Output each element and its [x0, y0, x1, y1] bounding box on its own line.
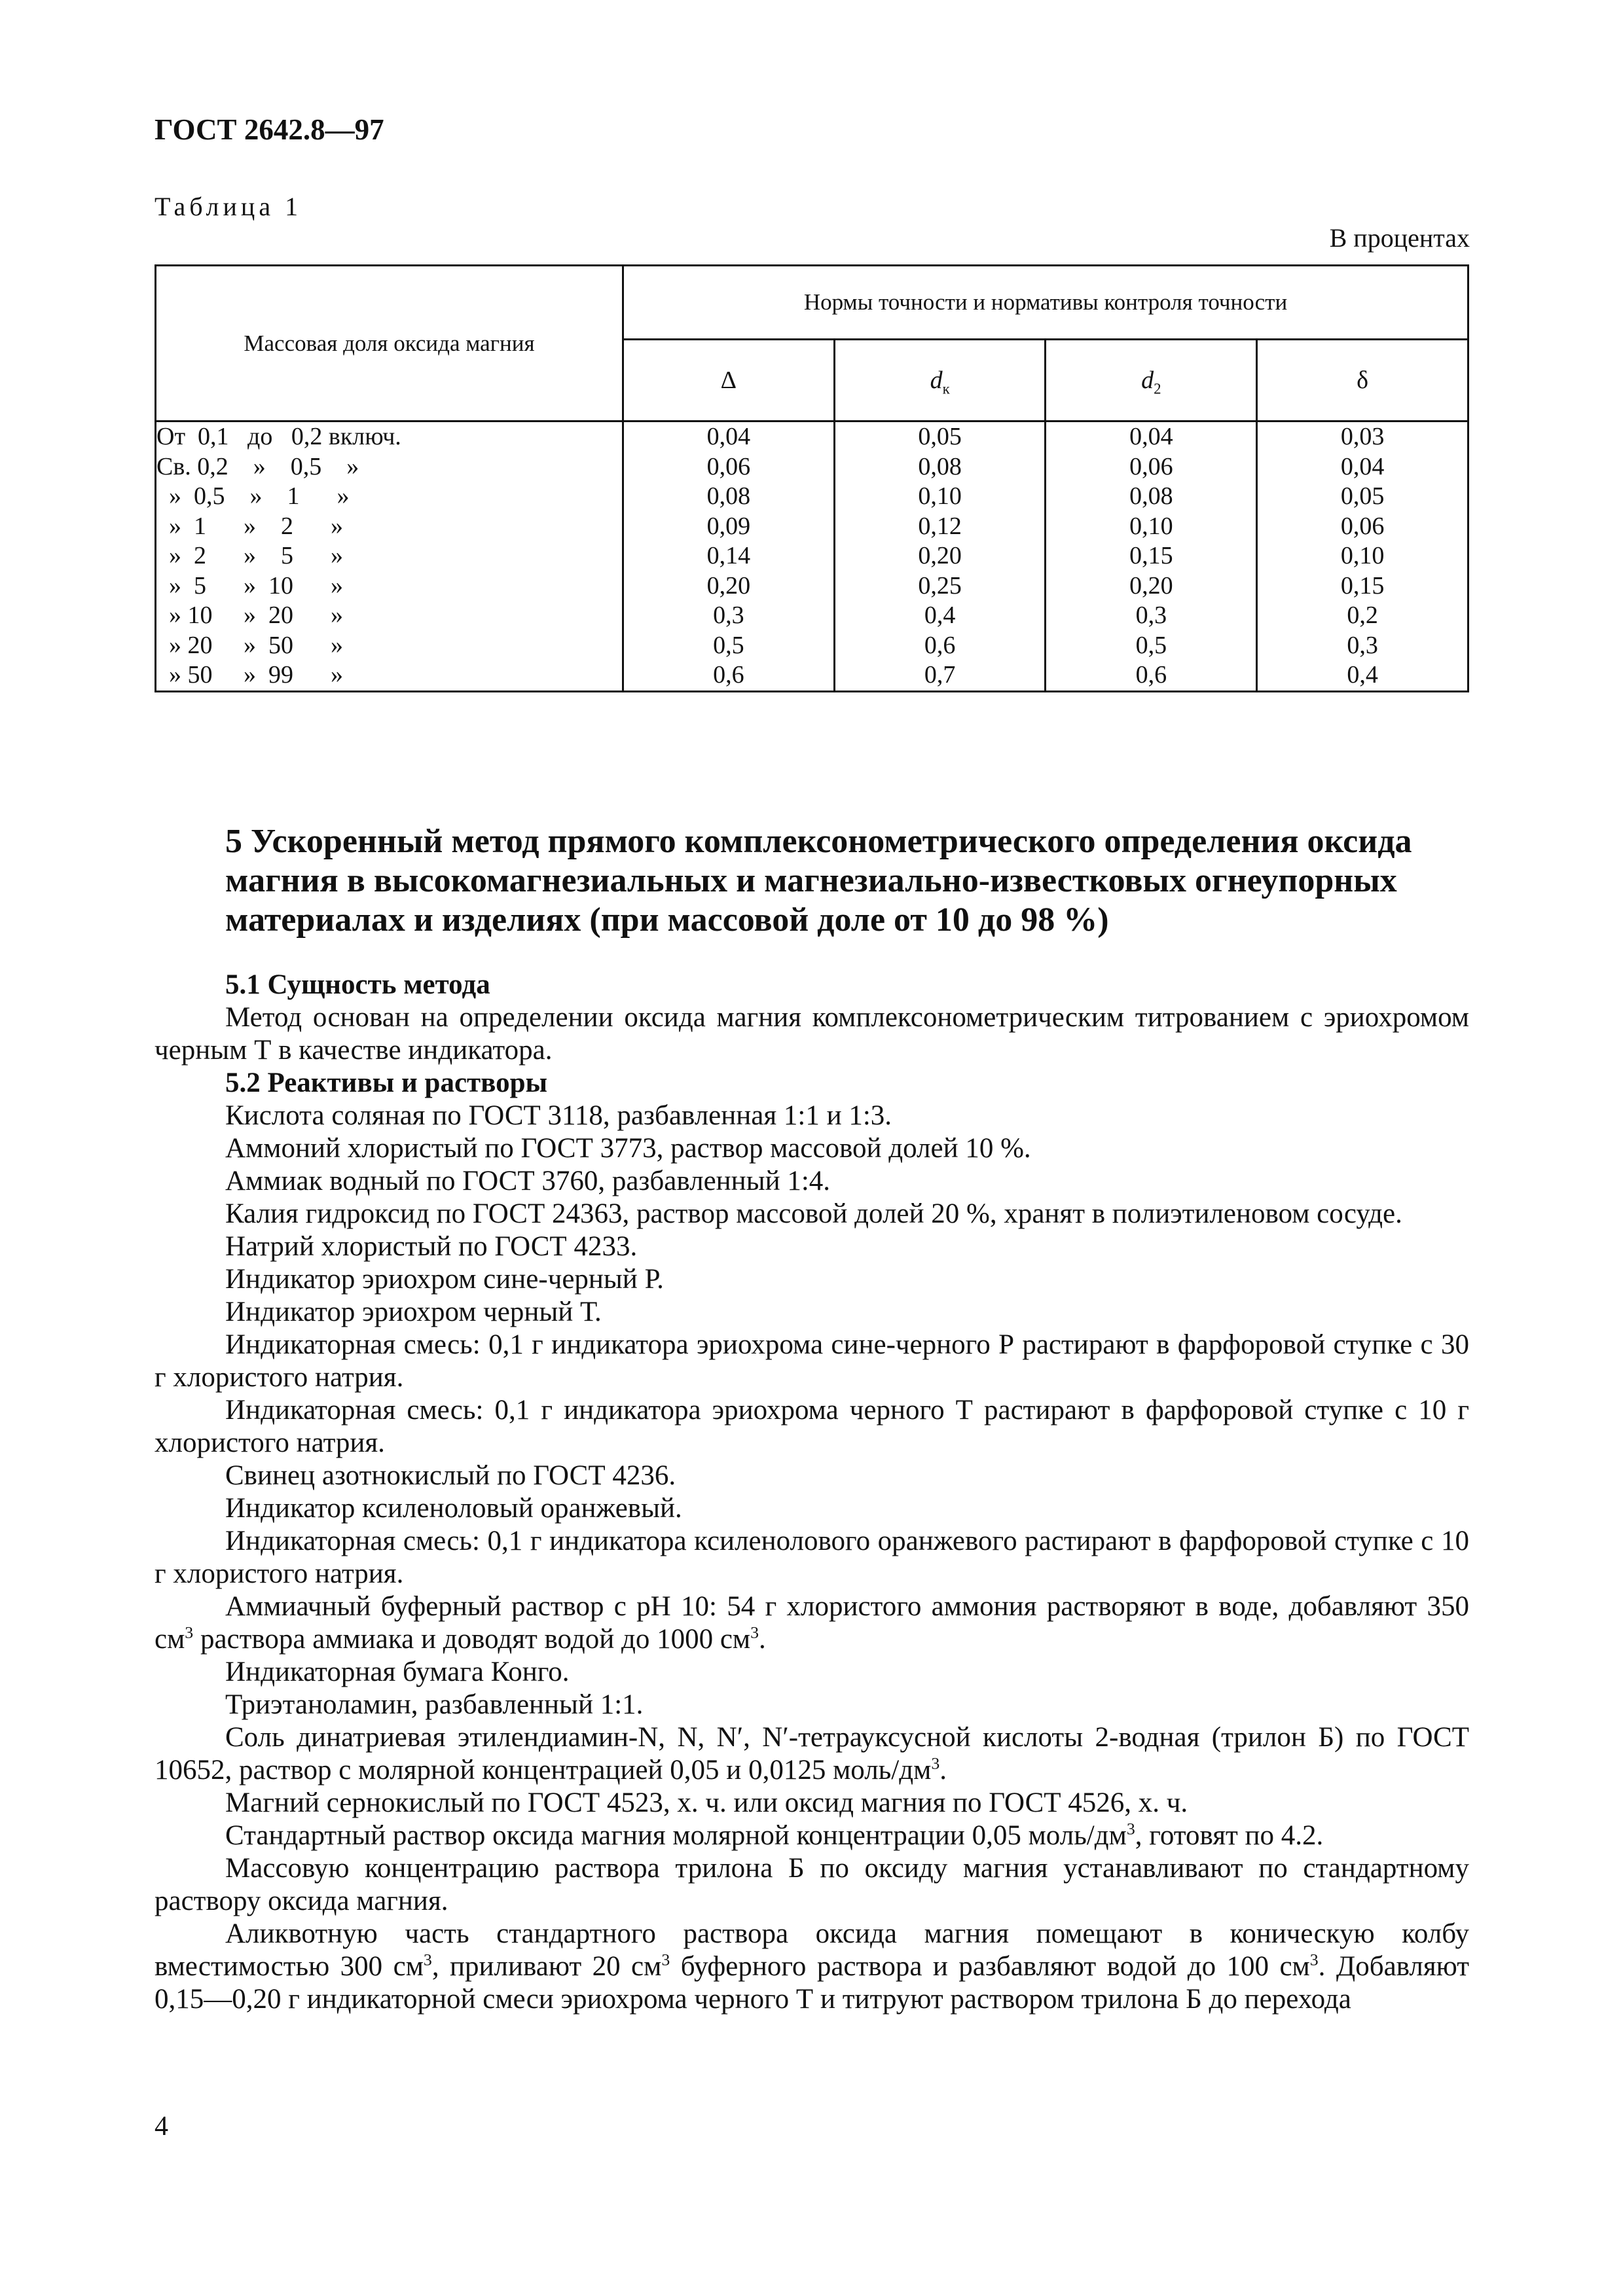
delta-value: 0,6 [713, 661, 744, 689]
small-delta-value: 0,15 [1340, 571, 1385, 600]
document-header: ГОСТ 2642.8—97 [155, 113, 384, 146]
dk-value: 0,6 [924, 631, 956, 659]
d2-value: 0,20 [1129, 571, 1173, 600]
paragraph: Свинец азотнокислый по ГОСТ 4236. [225, 1460, 676, 1491]
d2-value: 0,5 [1135, 631, 1167, 659]
subsection-5-2-title: 5.2 Реактивы и растворы [225, 1067, 548, 1098]
delta-value: 0,08 [706, 482, 751, 510]
dk-value: 0,25 [918, 571, 962, 600]
paragraph: Аммиак водный по ГОСТ 3760, разбавленный 1:4. [225, 1166, 831, 1196]
range-row: » 10 » 20 » [156, 601, 343, 629]
col-header-norms-group: Нормы точности и нормативы контроля точности [623, 266, 1468, 340]
section-body [155, 969, 1469, 2016]
small-delta-value: 0,05 [1340, 482, 1385, 510]
delta-column [623, 422, 835, 692]
d2-value: 0,10 [1129, 512, 1173, 540]
delta-value: 0,14 [706, 542, 751, 569]
paragraph: Магний сернокислый по ГОСТ 4523, х. ч. или оксид магния по ГОСТ 4526, х. ч. [225, 1787, 1188, 1818]
delta-value: 0,09 [706, 512, 751, 540]
paragraph: Индикаторная смесь: 0,1 г индикатора ксиленолового оранжевого растирают в фарфоровой ступке с 10 г хлористого натрия. [155, 1526, 1469, 1589]
range-row: » 50 » 99 » [156, 661, 343, 689]
paragraph: Натрий хлористый по ГОСТ 4233. [225, 1231, 638, 1262]
range-row: От 0,1 до 0,2 включ. [156, 423, 401, 450]
table-units: В процентах [1329, 223, 1470, 253]
paragraph: Индикатор эриохром сине-черный Р. [225, 1264, 664, 1295]
subsection-5-1-title: 5.1 Сущность метода [225, 969, 490, 1000]
paragraph: Аммиачный буферный раствор с рН 10: 54 г хлористого аммония растворяют в воде, добавляют 350 $см^3$ раствора аммиака и доводят водой до 1000 $см^3$. [155, 1591, 1469, 1655]
dk-value: 0,08 [918, 452, 962, 480]
paragraph: Массовую концентрацию раствора трилона Б по оксиду магния устанавливают по стандартному раствору оксида магния. [155, 1853, 1469, 1916]
col-header-dk: $d_к$ [834, 340, 1046, 422]
d2-value: 0,04 [1129, 423, 1173, 450]
small-delta-value: 0,06 [1340, 512, 1385, 540]
delta-value: 0,3 [713, 601, 744, 629]
paragraph: Аммоний хлористый по ГОСТ 3773, раствор массовой долей 10 %. [225, 1133, 1031, 1164]
paragraph: Аликвотную часть стандартного раствора оксида магния помещают в коническую колбу вместимостью 300 $см^3$, приливают 20 $см^3$ буферного раствора и разбавляют водой до 100 $см^3$. Добавляют 0,15—0,20 г индикаторной смеси эриохрома черного Т и титруют раствором трилона Б до перехода [155, 1918, 1469, 2015]
small-delta-column [1257, 422, 1468, 692]
delta-value: 0,04 [706, 423, 751, 450]
small-delta-value: 0,10 [1340, 542, 1385, 569]
paragraph: Соль динатриевая этилендиамин-N, N, N′, N′-тетрауксусной кислоты 2-водная (трилон Б) по ГОСТ 10652, раствор с молярной концентрацией 0,05 и 0,0125 моль/$дм^3$. [155, 1722, 1469, 1785]
col-header-mass-fraction: Массовая доля оксида магния [156, 266, 623, 422]
paragraph: Калия гидроксид по ГОСТ 24363, раствор массовой долей 20 %, хранят в полиэтиленовом сосуде. [225, 1198, 1402, 1229]
paragraph: Индикаторная бумага Конго. [225, 1657, 570, 1687]
small-delta-value: 0,04 [1340, 452, 1385, 480]
delta-value: 0,06 [706, 452, 751, 480]
paragraph: Триэтаноламин, разбавленный 1:1. [225, 1689, 644, 1720]
range-row: » 2 » 5 » [156, 542, 343, 569]
paragraph: Стандартный раствор оксида магния молярной концентрации 0,05 моль/$дм^3$, готовят по 4.2. [225, 1819, 1324, 1851]
range-row: » 20 » 50 » [156, 631, 343, 659]
dk-value: 0,20 [918, 542, 962, 569]
col-header-small-delta: δ [1257, 340, 1468, 422]
d2-value: 0,15 [1129, 542, 1173, 569]
page-number: 4 [155, 2111, 168, 2142]
section-5-title: 5 Ускоренный метод прямого комплексонометрического определения оксида магния в высокомагнезиальных и магнезиально-известковых огнеупорных материалах и изделиях (при массовой доле от 10 до 98 %) [225, 823, 1412, 939]
range-row: » 0,5 » 1 » [156, 482, 350, 510]
small-delta-value: 0,4 [1347, 661, 1378, 689]
col-header-d2: $d_2$ [1046, 340, 1257, 422]
small-delta-value: 0,03 [1340, 423, 1385, 450]
delta-value: 0,20 [706, 571, 751, 600]
range-row: » 5 » 10 » [156, 571, 343, 600]
range-row: Св. 0,2 » 0,5 » [156, 452, 359, 480]
paragraph: Метод основан на определении оксида магния комплексонометрическим титрованием с эриохромом черным Т в качестве индикатора. [155, 1002, 1469, 1066]
accuracy-norms-table [155, 264, 1469, 692]
d2-value: 0,3 [1135, 601, 1167, 629]
d2-value: 0,6 [1135, 661, 1167, 689]
small-delta-value: 0,2 [1347, 601, 1378, 629]
delta-value: 0,5 [713, 631, 744, 659]
range-row: » 1 » 2 » [156, 512, 343, 540]
paragraph: Индикаторная смесь: 0,1 г индикатора эриохрома сине-черного Р растирают в фарфоровой ступке с 30 г хлористого натрия. [155, 1329, 1469, 1393]
paragraph: Индикатор эриохром черный Т. [225, 1297, 602, 1327]
dk-value: 0,10 [918, 482, 962, 510]
table-label: Таблица 1 [155, 192, 302, 221]
col-header-delta: Δ [623, 340, 835, 422]
range-column [156, 422, 623, 692]
dk-value: 0,4 [924, 601, 956, 629]
d2-value: 0,06 [1129, 452, 1173, 480]
paragraph: Индикатор ксиленоловый оранжевый. [225, 1493, 682, 1524]
d2-column [1046, 422, 1257, 692]
paragraph: Кислота соляная по ГОСТ 3118, разбавленная 1:1 и 1:3. [225, 1100, 892, 1131]
d2-value: 0,08 [1129, 482, 1173, 510]
small-delta-value: 0,3 [1347, 631, 1378, 659]
paragraph: Индикаторная смесь: 0,1 г индикатора эриохрома черного Т растирают в фарфоровой ступке с 10 г хлористого натрия. [155, 1395, 1469, 1458]
dk-value: 0,05 [918, 423, 962, 450]
dk-value: 0,7 [924, 661, 956, 689]
dk-value: 0,12 [918, 512, 962, 540]
dk-column [834, 422, 1046, 692]
